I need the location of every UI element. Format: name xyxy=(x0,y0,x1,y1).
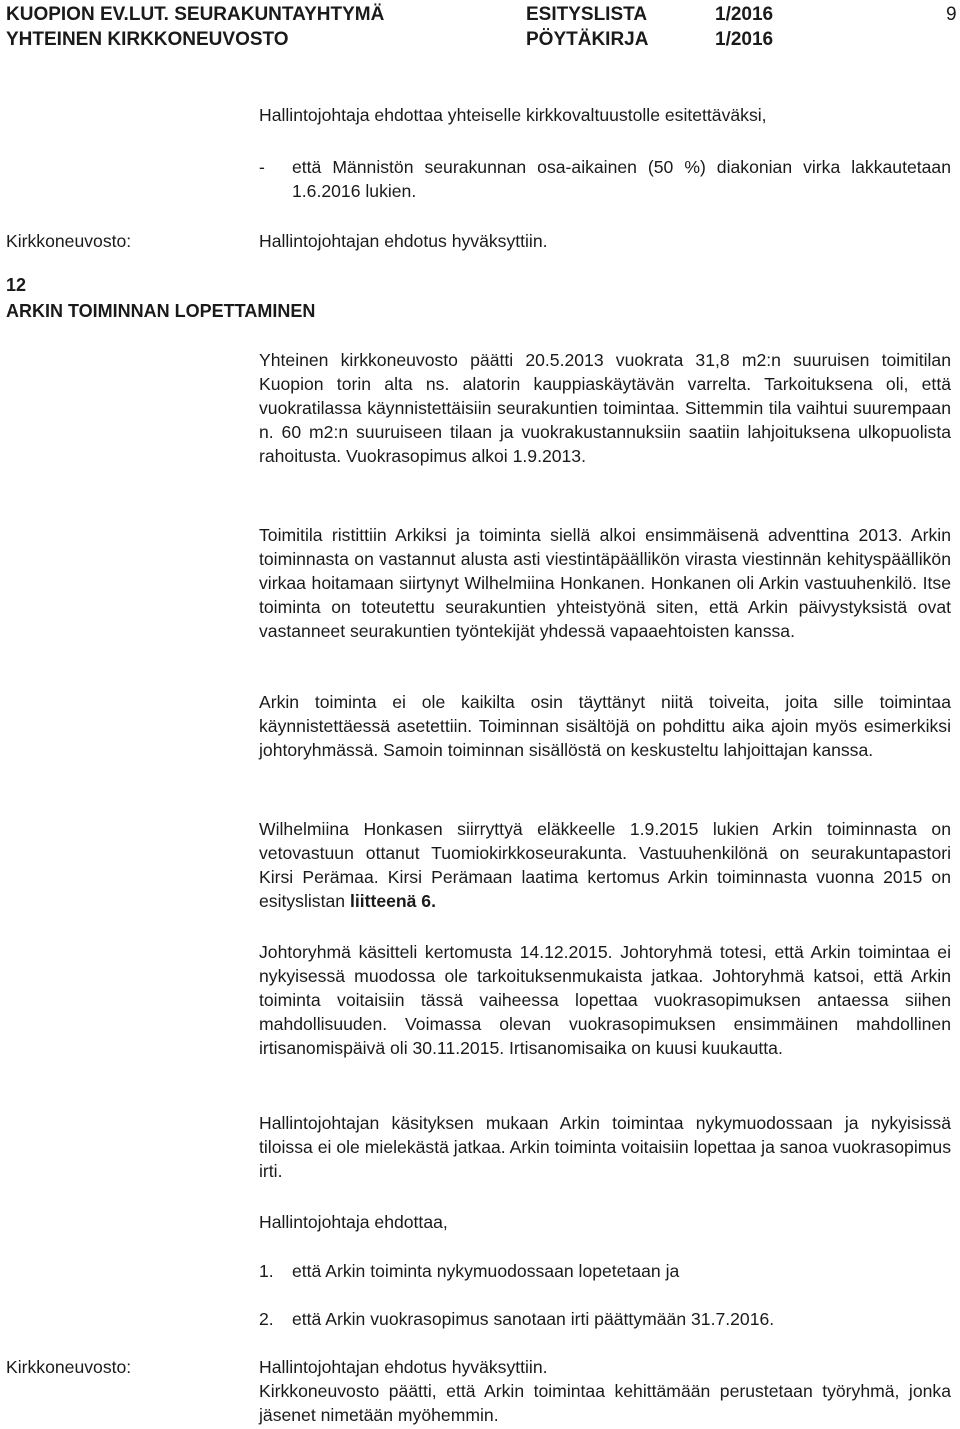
paragraph-history: Toimitila ristittiin Arkiksi ja toiminta siellä alkoi ensimmäisenä adventtina 2013. Arkin toiminnasta on vastannut alusta asti viestintäpäällikön virasta viestinnän kehityspäällikön virkaa hoitamaan siirtynyt Wilhelmiina Honkanen. Honkanen oli Arkin vastuuhenkilö. Itse toiminta on toteutettu seurakuntien yhteistyönä siten, että Arkin päivystyksistä ovat vastanneet seurakuntien työntekijät yhdessä vapaaehtoisten kanssa. xyxy=(259,525,951,641)
paragraph-leadership-group: Johtoryhmä käsitteli kertomusta 14.12.2015. Johtoryhmä totesi, että Arkin toimintaa ei nykyisessä muodossa ole tarkoituksenmukaista jatkaa. Johtoryhmä katsoi, että Arkin toiminta voitaisiin tässä vaiheessa lopettaa vuokrasopimuksen antaessa siihen mahdollisuuden. Voimassa olevan vuokrasopimuksen ensimmäinen mahdollinen irtisanomispäivä oli 30.11.2015. Irtisanomisaika on kuusi kuukautta. xyxy=(259,942,951,1058)
proposal-item: että Arkin vuokrasopimus sanotaan irti päättymään 31.7.2016. xyxy=(292,1309,775,1329)
decision-accepted: Hallintojohtajan ehdotus hyväksyttiin. xyxy=(259,1357,548,1377)
paragraph-responsibility xyxy=(259,817,951,913)
organization-name: KUOPION EV.LUT. SEURAKUNTAYHTYMÄ xyxy=(6,4,385,25)
paragraph-background: Yhteinen kirkkoneuvosto päätti 20.5.2013 vuokrata 31,8 m2:n suuruisen toimitilan Kuopion torin alta ns. alatorin kauppiaskäytävän varrelta. Tarkoituksena oli, että vuokratilassa käynnistettäisiin seurakuntien toimintaa. Sittemmin tila vaihtui suurempaan n. 60 m2:n suuruiseen tilaan ja vuokrakustannuksiin saatiin lahjoituksena ulkopuolista rahoitusta. Vuokrasopimus alkoi 1.9.2013. xyxy=(259,350,951,466)
doc-type-agenda: ESITYSLISTA xyxy=(526,4,648,25)
previous-proposal-intro: Hallintojohtaja ehdottaa yhteiselle kirkkovaltuustolle esitettäväksi, xyxy=(259,105,767,125)
section-number: 12 xyxy=(6,275,27,295)
paragraph-administrator-view: Hallintojohtajan käsityksen mukaan Arkin toimintaa nykymuodossaan ja nykyisissä tiloissa ei ole mielekästä jatkaa. Arkin toiminta voitaisiin lopettaa ja sanoa vuokrasopimus irti. xyxy=(259,1113,951,1181)
doc-number-agenda: 1/2016 xyxy=(715,4,774,25)
previous-decision: Hallintojohtajan ehdotus hyväksyttiin. xyxy=(259,231,548,251)
decision-label: Kirkkoneuvosto: xyxy=(6,1357,132,1377)
body-name: YHTEINEN KIRKKONEUVOSTO xyxy=(6,29,289,50)
paragraph-assessment: Arkin toiminta ei ole kaikilta osin täyttänyt niitä toiveita, joita sille toimintaa käynnistettäessä asetettiin. Toiminnan sisältöjä on pohdittu aika ajoin myös esimerkiksi johtoryhmässä. Samoin toiminnan sisällöstä on keskusteltu lahjoittajan kanssa. xyxy=(259,692,951,760)
proposal-item-number: 1. xyxy=(259,1261,274,1281)
paragraph-responsibility-text: Wilhelmiina Honkasen siirryttyä eläkkeelle 1.9.2015 lukien Arkin toiminnasta on vetovastuun ottanut Tuomiokirkkoseurakunta. Vastuuhenkilönä on seurakuntapastori Kirsi Perämaa. Kirsi Perämaan laatima kertomus Arkin toiminnasta vuonna 2015 on esityslistan xyxy=(259,819,951,911)
page-number: 9 xyxy=(946,4,957,25)
page-header xyxy=(6,0,960,60)
doc-number-minutes: 1/2016 xyxy=(715,29,774,50)
attachment-reference: liitteenä 6. xyxy=(349,891,436,911)
decision-working-group: Kirkkoneuvosto päätti, että Arkin toimintaa kehittämään perustetaan työryhmä, jonka jäsenet nimetään myöhemmin. xyxy=(259,1381,951,1425)
decision-label: Kirkkoneuvosto: xyxy=(6,231,132,251)
doc-type-minutes: PÖYTÄKIRJA xyxy=(526,29,649,50)
previous-proposal-item: että Männistön seurakunnan osa-aikainen (50 %) diakonian virka lakkautetaan 1.6.2016 lukien. xyxy=(292,157,951,201)
proposal-intro: Hallintojohtaja ehdottaa, xyxy=(259,1212,448,1232)
proposal-item: että Arkin toiminta nykymuodossaan lopetetaan ja xyxy=(292,1261,680,1281)
list-dash: - xyxy=(259,157,265,177)
proposal-item-number: 2. xyxy=(259,1309,274,1329)
section-title: ARKIN TOIMINNAN LOPETTAMINEN xyxy=(6,301,316,321)
